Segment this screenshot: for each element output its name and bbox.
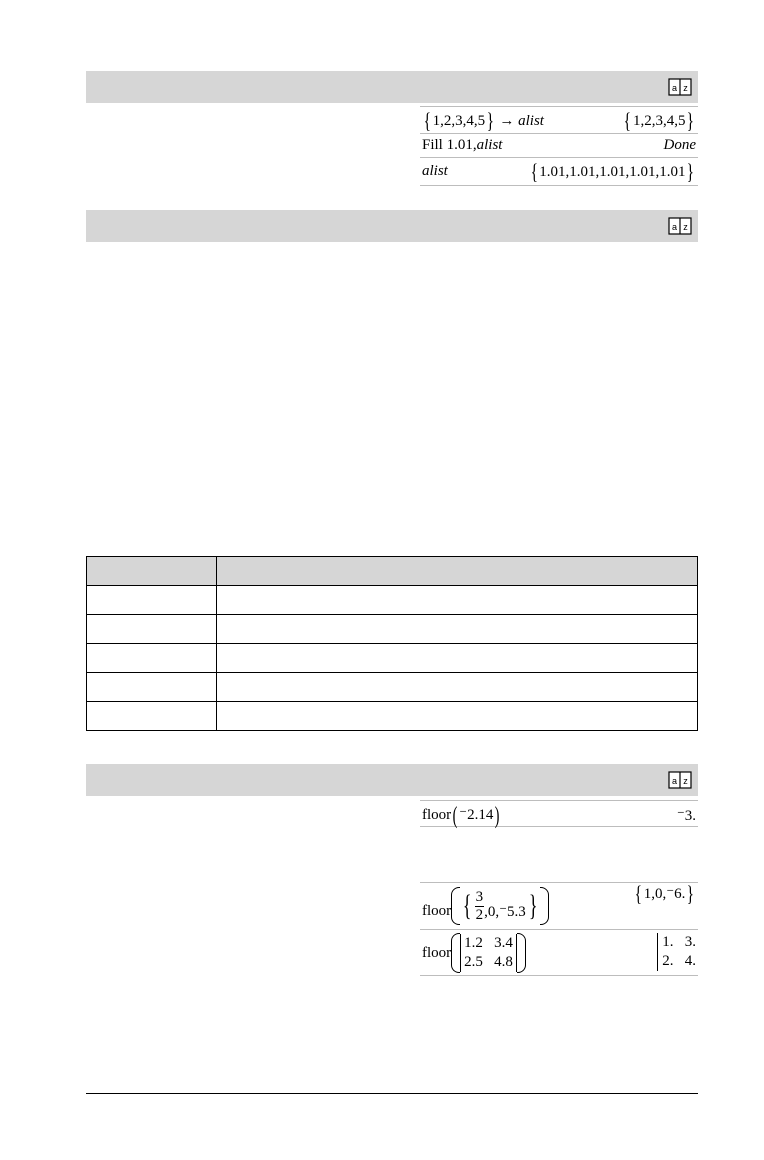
matrix-cell: 4. — [684, 953, 696, 969]
input-list: 1,2,3,4,5 — [432, 113, 486, 129]
result-matrix — [657, 933, 696, 971]
table-header-cell — [87, 557, 217, 586]
table-cell — [87, 644, 217, 673]
footer-rule — [86, 1093, 698, 1094]
table-cell — [87, 702, 217, 731]
table-cell — [217, 644, 698, 673]
table-row — [87, 586, 698, 615]
svg-text:z: z — [683, 83, 688, 93]
svg-text:z: z — [683, 222, 688, 232]
result-list: 1.01,1.01,1.01,1.01,1.01 — [539, 164, 686, 180]
matrix-cell: 1. — [662, 934, 674, 950]
table-cell — [87, 586, 217, 615]
fraction-numerator: 3 — [475, 889, 484, 905]
function-name: floor — [422, 944, 452, 961]
matrix-cell: 4.8 — [494, 954, 513, 970]
store-arrow: → — [499, 113, 515, 129]
table-row — [87, 644, 698, 673]
fraction — [475, 889, 485, 923]
section-header-fill — [86, 71, 698, 103]
matrix-cell: 3. — [684, 934, 696, 950]
example-row — [420, 134, 698, 158]
table-cell — [217, 586, 698, 615]
svg-text:z: z — [683, 776, 688, 786]
table-cell — [87, 615, 217, 644]
list-rest: ,0,⁻5.3 — [484, 903, 526, 920]
table-cell — [217, 702, 698, 731]
example-row: alist { 1.01,1.01,1.01,1.01,1.01} — [420, 158, 698, 186]
floor-example-pane-2 — [420, 882, 698, 976]
function-name: floor — [422, 902, 452, 919]
example-row — [420, 930, 698, 976]
table-cell — [87, 673, 217, 702]
variable-name: alist — [476, 137, 503, 153]
catalog-book-icon — [668, 216, 692, 236]
catalog-book-icon — [668, 77, 692, 97]
variable-name: alist — [518, 113, 544, 129]
svg-text:a: a — [671, 776, 678, 786]
fraction-denominator: 2 — [475, 906, 484, 923]
result-list: 1,2,3,4,5 — [632, 113, 686, 129]
command-text: Fill 1.01, — [422, 137, 477, 153]
example-row: floor { $\frac{3}{2}$ ,0,⁻5.3 } { 1,0,⁻6.} — [420, 882, 698, 930]
catalog-book-icon — [668, 770, 692, 790]
table-row — [87, 702, 698, 731]
matrix-cell: 2.5 — [464, 954, 483, 970]
svg-text:a: a — [671, 222, 678, 232]
matrix-cell: 3.4 — [494, 935, 513, 951]
example-row: floor( ⁻2.14) ⁻3. — [420, 800, 698, 827]
variable-name: alist — [422, 163, 448, 179]
floor-example-pane-1 — [420, 800, 698, 827]
section-header-format — [86, 210, 698, 242]
table-header-cell — [217, 557, 698, 586]
result-done: Done — [663, 137, 696, 153]
fill-example-pane — [420, 106, 698, 186]
table-header-row — [87, 557, 698, 586]
matrix-cell: 1.2 — [464, 935, 483, 951]
table-row — [87, 615, 698, 644]
result-value: ⁻3. — [676, 808, 696, 824]
section-header-floor — [86, 764, 698, 796]
function-name: floor — [422, 807, 452, 823]
result-list: 1,0,⁻6. — [643, 886, 686, 902]
function-argument: ⁻2.14 — [459, 807, 494, 823]
table-cell — [217, 615, 698, 644]
matrix-cell: 2. — [662, 953, 674, 969]
format-table — [86, 556, 698, 731]
svg-text:a: a — [671, 83, 678, 93]
input-matrix — [460, 934, 517, 972]
table-cell — [217, 673, 698, 702]
table-row — [87, 673, 698, 702]
example-row: { 1,2,3,4,5} → alist { 1,2,3,4,5} — [420, 106, 698, 134]
